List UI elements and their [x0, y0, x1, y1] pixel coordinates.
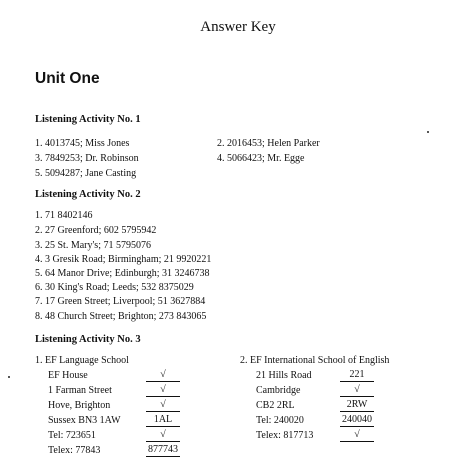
list-item: 5. 64 Manor Drive; Edinburgh; 31 3246738 — [35, 268, 210, 279]
unit-heading: Unit One — [35, 70, 100, 87]
school-1-field: Tel: 723651 — [48, 430, 96, 441]
school-1-field: 1 Farman Street — [48, 385, 112, 396]
section-heading-activity-2: Listening Activity No. 2 — [35, 189, 141, 200]
school-1-field: EF House — [48, 370, 88, 381]
school-2-field: Tel: 240020 — [256, 415, 304, 426]
school-2-field: 21 Hills Road — [256, 370, 312, 381]
list-item: 6. 30 King's Road; Leeds; 532 8375029 — [35, 282, 194, 293]
school-2-field: Telex: 817713 — [256, 430, 314, 441]
list-item: 4. 3 Gresik Road; Birmingham; 21 9920221 — [35, 254, 212, 265]
school-1-field: Sussex BN3 1AW — [48, 415, 121, 426]
school-1-answer: 877743 — [148, 444, 178, 455]
school-1-answer: 1AL — [146, 414, 180, 427]
school-1-answer: √ — [146, 429, 180, 442]
list-item: 3. 25 St. Mary's; 71 5795076 — [35, 240, 151, 251]
list-item: 2. 2016453; Helen Parker — [217, 138, 320, 149]
school-1-answer: √ — [146, 399, 180, 412]
school-1-field: Telex: 77843 — [48, 445, 101, 456]
list-item: 2. 27 Greenford; 602 5795942 — [35, 225, 157, 236]
list-item: 1. 4013745; Miss Jones — [35, 138, 130, 149]
list-item: 5. 5094287; Jane Casting — [35, 168, 137, 179]
section-heading-activity-3: Listening Activity No. 3 — [35, 334, 141, 345]
school-1-answer: √ — [146, 369, 180, 382]
school-2-answer: √ — [340, 384, 374, 397]
school-2-answer: 221 — [340, 369, 374, 382]
school-2-field: CB2 2RL — [256, 400, 295, 411]
scan-speck — [427, 131, 429, 133]
section-heading-activity-1: Listening Activity No. 1 — [35, 114, 141, 125]
page-title: Answer Key — [200, 19, 276, 35]
school-1-field: Hove, Brighton — [48, 400, 111, 411]
school-2-answer: 2RW — [340, 399, 374, 412]
scan-speck — [8, 376, 10, 378]
list-item: 8. 48 Church Street; Brighton; 273 843065 — [35, 311, 207, 322]
school-2-answer: 240040 — [342, 414, 372, 425]
school-2-field: Cambridge — [256, 385, 301, 396]
list-item: 4. 5066423; Mr. Egge — [217, 153, 305, 164]
list-item: 7. 17 Green Street; Liverpool; 51 3627884 — [35, 296, 206, 307]
school-2-answer: √ — [340, 429, 374, 442]
school-1-name: 1. EF Language School — [35, 355, 129, 366]
list-item: 1. 71 8402146 — [35, 210, 93, 221]
list-item: 3. 7849253; Dr. Robinson — [35, 153, 139, 164]
school-2-name: 2. EF International School of English — [240, 355, 390, 366]
school-1-answer: √ — [146, 384, 180, 397]
